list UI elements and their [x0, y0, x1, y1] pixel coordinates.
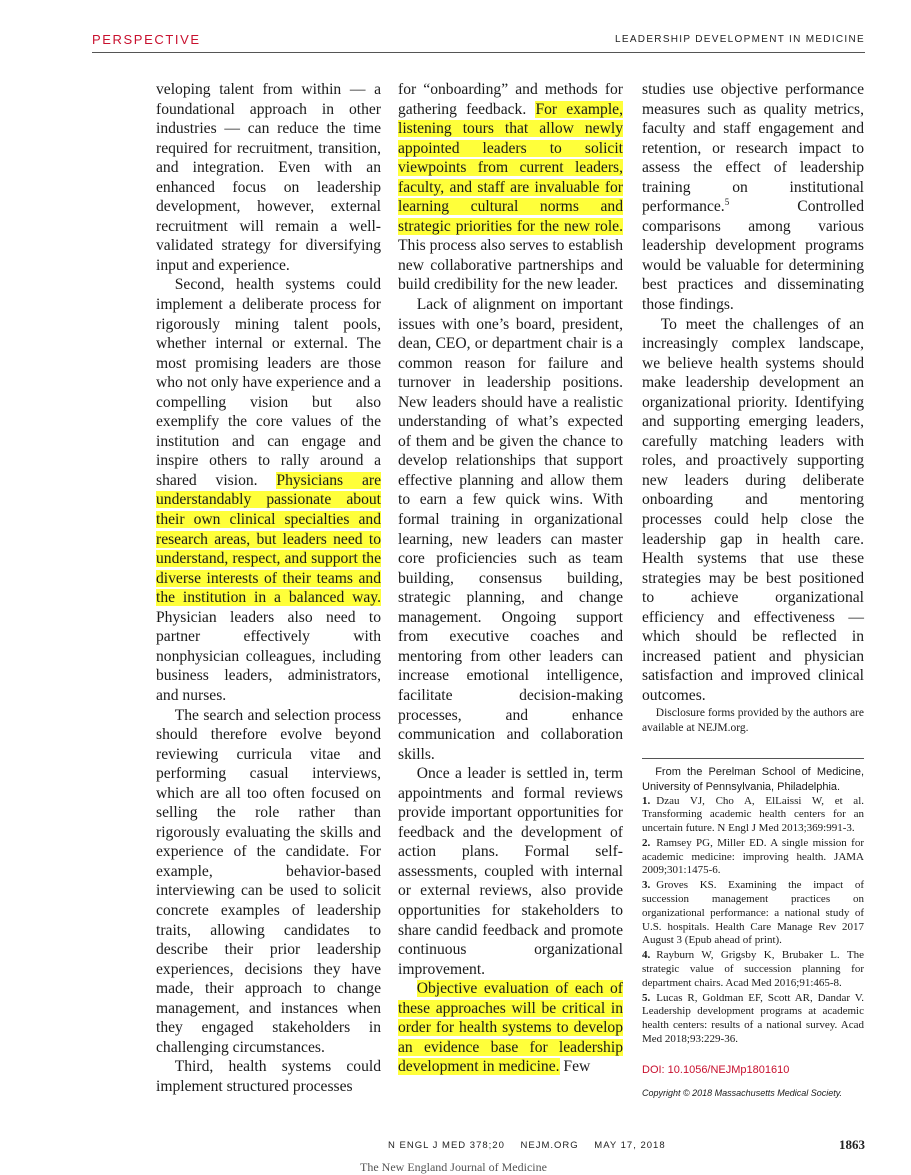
- paragraph: To meet the challenges of an increasingly complex landscape, we believe health systems should make leadership development an organizational priority. Identifying and supporting emerging leaders, carefully matching leaders with roles, and proactively supporting new leaders during deliberate onboarding and mentoring processes could help close the leadership gap in health care. Health systems that use these strategies may be best positioned to achieve organizational efficiency and effectiveness — which should be reflected in increased patient and physician satisfaction and improved clinical outcomes.: [642, 315, 864, 704]
- running-title: LEADERSHIP DEVELOPMENT IN MEDICINE: [615, 34, 865, 45]
- header-rule: [92, 52, 865, 53]
- reference-number: 1.: [642, 794, 651, 807]
- journal-name-cutoff: The New England Journal of Medicine: [360, 1160, 547, 1174]
- reference-number: 3.: [642, 879, 651, 892]
- reference-number: 4.: [642, 949, 651, 962]
- journal-site: NEJM.ORG: [520, 1140, 579, 1151]
- reference-text: Ramsey PG, Miller ED. A single mission for academic medicine: improving health. JAMA 2009;301:1475-6.: [642, 836, 864, 877]
- reference-item: [642, 837, 864, 878]
- paragraph: [156, 275, 381, 705]
- reference-number: 5.: [642, 991, 651, 1004]
- highlighted-text: Objective evaluation of each of these approaches will be critical in order for health systems to develop an evidence base for leadership development in medicine.: [398, 980, 623, 1076]
- text-run: Controlled comparisons among various leadership development programs would be valuable for determining best practices and disseminating those findings.: [642, 198, 864, 314]
- highlighted-text: Physicians are understandably passionate about their own clinical specialties and research areas, but leaders need to understand, respect, and support the diverse interests of their teams and the institution in a balanced way.: [156, 471, 381, 607]
- reference-number: 2.: [642, 836, 651, 849]
- reference-list: [642, 795, 864, 1047]
- section-label: PERSPECTIVE: [92, 32, 201, 47]
- page-footer: [388, 1140, 678, 1151]
- text-run: Physician leaders also need to partner effectively with nonphysician colleagues, including business leaders, administrators, and nurses.: [156, 608, 381, 704]
- reference-item: [642, 879, 864, 948]
- paragraph: veloping talent from within — a foundational approach in other industries — can reduce the time required for recruitment, transition, and integration. Even with an enhanced focus on leadership development, however, external recruitment will remain a well-validated strategy for diversifying input and experience.: [156, 81, 381, 274]
- paragraph: The search and selection process should therefore evolve beyond reviewing curricula vitae and performing casual interviews, which are all too often focused on selling the role rather than rigorously evaluating the skills and experience of the candidate. For example, behavior-based interviewing can be used to solicit concrete examples of leadership traits, allowing candidates to describe their prior leadership experiences, decisions they have made, their approach to change management, and instances when they engaged stakeholders in challenging circumstances.: [156, 706, 381, 1056]
- paragraph: Lack of alignment on important issues with one’s board, president, dean, CEO, or department chair is a common reason for failure and turnover in leadership positions. New leaders should have a realistic understanding of what’s expected of them and be given the chance to develop relationships that support effective planning and allow them to earn a few quick wins. With formal training in organizational learning, new leaders can master core proficiencies such as team building, consensus building, strategic planning, and change management. Ongoing support from executive coaches and mentoring from other leaders can increase emotional intelligence, facilitate decision-making processes, and enhance communication and collaboration skills.: [398, 296, 623, 763]
- reference-text: Groves KS. Examining the impact of succession management practices on organizational performance: a national study of U.S. hospitals. Health Care Manage Rev 2017 August 3 (Epub ahead of print).: [642, 879, 864, 947]
- reference-text: Rayburn W, Grigsby K, Brubaker L. The strategic value of succession planning for department chairs. Acad Med 2016;91:465-8.: [642, 949, 864, 989]
- highlighted-text: For example, listening tours that allow newly appointed leaders to solicit viewpoints from current leaders, faculty, and staff are invaluable for learning cultural norms and strategic priorities for the new role.: [398, 100, 624, 235]
- paragraph: [398, 979, 623, 1077]
- reference-item: [642, 949, 864, 990]
- column-2: [398, 80, 623, 1077]
- affiliation-rule: [642, 758, 864, 759]
- journal-citation: N ENGL J MED 378;20: [388, 1140, 505, 1151]
- column-1: [156, 80, 381, 1096]
- issue-date: MAY 17, 2018: [594, 1140, 666, 1151]
- paragraph: Once a leader is settled in, term appointments and formal reviews provide important opportunities for feedback and the development of action plans. Formal self-assessments, coupled with internal or external reviews, also provide opportunities for stakeholders to share candid feedback and promote continuous organizational improvement.: [398, 765, 623, 978]
- reference-item: [642, 795, 864, 836]
- paragraph: Third, health systems could implement structured processes: [156, 1058, 381, 1095]
- text-run: This process also serves to establish new collaborative partnerships and build credibility for the new leader.: [398, 237, 623, 294]
- text-run: studies use objective performance measures such as quality metrics, faculty and staff engagement and retention, or research impact to assess the effect of leadership training on institutional performance.: [642, 81, 864, 216]
- text-run: Few: [559, 1058, 591, 1076]
- paragraph: [642, 80, 864, 315]
- citation-superscript[interactable]: 5: [724, 197, 730, 208]
- reference-item: [642, 992, 864, 1047]
- reference-text: Lucas R, Goldman EF, Scott AR, Dandar V. Leadership development programs at academic health centers: results of a national survey. Acad Med 2018;93:229-36.: [642, 991, 864, 1046]
- column-3: [642, 80, 864, 1104]
- doi-link[interactable]: DOI: 10.1056/NEJMp1801610: [642, 1063, 790, 1076]
- copyright-notice: Copyright © 2018 Massachusetts Medical Society.: [642, 1088, 843, 1099]
- paragraph: [398, 80, 623, 295]
- disclosure-note: Disclosure forms provided by the authors are available at NEJM.org.: [642, 706, 864, 734]
- reference-text: Dzau VJ, Cho A, ElLaissi W, et al. Transforming academic health centers for an uncertain future. N Engl J Med 2013;369:991-3.: [642, 794, 864, 835]
- author-affiliation: From the Perelman School of Medicine, University of Pennsylvania, Philadelphia.: [642, 765, 864, 793]
- page-number: 1863: [839, 1137, 865, 1152]
- text-run: for “onboarding” and methods for gathering feedback.: [398, 81, 623, 118]
- text-run: Second, health systems could implement a deliberate process for rigorously mining talent pools, whether internal or external. The most promising leaders are those who not only have experience and a compelling vision but also exemplify the core values of the institution and can engage and inspire others to rally around a shared vision.: [156, 276, 381, 489]
